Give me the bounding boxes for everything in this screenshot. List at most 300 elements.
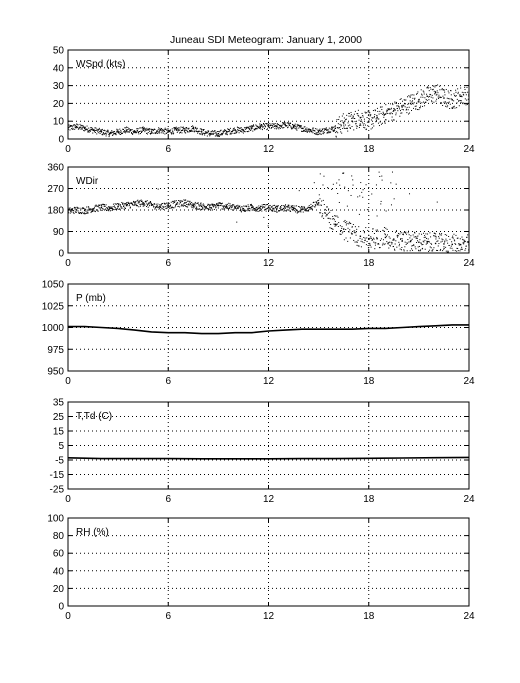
obs-point bbox=[323, 133, 324, 134]
obs-point bbox=[357, 245, 358, 246]
obs-point bbox=[162, 131, 163, 132]
obs-point bbox=[228, 208, 229, 209]
obs-point bbox=[283, 123, 284, 124]
obs-point bbox=[429, 96, 430, 97]
obs-point bbox=[165, 129, 166, 130]
obs-point bbox=[125, 132, 126, 133]
obs-point bbox=[446, 103, 447, 104]
obs-point bbox=[177, 202, 178, 203]
obs-point bbox=[404, 100, 405, 101]
figure-title: Juneau SDI Meteogram: January 1, 2000 bbox=[169, 34, 363, 46]
obs-point bbox=[278, 124, 279, 125]
obs-point bbox=[73, 128, 74, 129]
obs-point bbox=[86, 207, 87, 208]
obs-point bbox=[386, 119, 387, 120]
obs-point bbox=[306, 209, 307, 210]
obs-point bbox=[278, 205, 279, 206]
obs-point bbox=[341, 230, 342, 231]
obs-point bbox=[341, 125, 342, 126]
obs-point bbox=[380, 247, 381, 248]
data-point bbox=[443, 243, 444, 244]
obs-point bbox=[367, 117, 368, 118]
obs-point bbox=[304, 130, 305, 131]
obs-point bbox=[369, 243, 370, 244]
x-tick-label: 24 bbox=[463, 258, 475, 269]
obs-point bbox=[343, 172, 344, 173]
data-point bbox=[251, 128, 252, 129]
obs-point bbox=[336, 225, 337, 226]
obs-point bbox=[213, 206, 214, 207]
obs-point bbox=[230, 203, 231, 204]
y-tick-label: 0 bbox=[58, 248, 64, 260]
obs-point bbox=[365, 238, 366, 239]
obs-point bbox=[456, 251, 457, 252]
obs-point bbox=[356, 241, 357, 242]
obs-point bbox=[230, 206, 231, 207]
obs-point bbox=[349, 113, 350, 114]
obs-point bbox=[91, 211, 92, 212]
obs-point bbox=[292, 128, 293, 129]
obs-point bbox=[128, 203, 129, 204]
obs-point bbox=[435, 85, 436, 86]
obs-point bbox=[183, 128, 184, 129]
obs-point bbox=[400, 249, 401, 250]
obs-point bbox=[366, 237, 367, 238]
obs-point bbox=[466, 246, 467, 247]
obs-point bbox=[395, 103, 396, 104]
obs-point bbox=[375, 245, 376, 246]
obs-point bbox=[358, 110, 359, 111]
obs-point bbox=[138, 203, 139, 204]
obs-point bbox=[394, 250, 395, 251]
obs-point bbox=[364, 119, 365, 120]
obs-point bbox=[382, 106, 383, 107]
y-tick-label: 50 bbox=[52, 45, 64, 57]
x-tick-label: 0 bbox=[65, 144, 71, 155]
obs-point bbox=[210, 209, 211, 210]
obs-point bbox=[106, 204, 107, 205]
obs-point bbox=[328, 129, 329, 130]
obs-point bbox=[421, 89, 422, 90]
obs-point bbox=[71, 211, 72, 212]
obs-point bbox=[276, 126, 277, 127]
x-tick-label: 0 bbox=[65, 258, 71, 269]
obs-point bbox=[316, 203, 317, 204]
obs-point bbox=[400, 113, 401, 114]
data-point bbox=[285, 207, 286, 208]
obs-point bbox=[80, 127, 81, 128]
obs-point bbox=[166, 203, 167, 204]
obs-point bbox=[389, 108, 390, 109]
obs-point bbox=[458, 250, 459, 251]
obs-point bbox=[422, 106, 423, 107]
y-tick-label: 20 bbox=[52, 583, 64, 595]
obs-point bbox=[157, 130, 158, 131]
obs-point bbox=[170, 205, 171, 206]
obs-point bbox=[396, 105, 397, 106]
obs-point bbox=[160, 207, 161, 208]
obs-point bbox=[383, 239, 384, 240]
obs-point bbox=[184, 128, 185, 129]
obs-point bbox=[398, 103, 399, 104]
obs-point bbox=[314, 182, 315, 183]
obs-point bbox=[259, 123, 260, 124]
obs-point bbox=[186, 130, 187, 131]
obs-point bbox=[268, 206, 269, 207]
obs-point bbox=[392, 104, 393, 105]
obs-point bbox=[345, 120, 346, 121]
obs-point bbox=[287, 206, 288, 207]
obs-point bbox=[430, 243, 431, 244]
obs-point bbox=[331, 189, 332, 190]
obs-point bbox=[318, 203, 319, 204]
obs-point bbox=[135, 201, 136, 202]
obs-point bbox=[310, 204, 311, 205]
obs-point bbox=[373, 110, 374, 111]
obs-point bbox=[326, 214, 327, 215]
obs-point bbox=[366, 184, 367, 185]
obs-point bbox=[439, 238, 440, 239]
obs-point bbox=[414, 236, 415, 237]
obs-point bbox=[80, 209, 81, 210]
obs-point bbox=[202, 204, 203, 205]
obs-point bbox=[157, 131, 158, 132]
y-tick-label: 10 bbox=[52, 116, 64, 128]
obs-point bbox=[132, 133, 133, 134]
obs-point bbox=[260, 128, 261, 129]
obs-point bbox=[399, 234, 400, 235]
obs-point bbox=[240, 210, 241, 211]
obs-point bbox=[386, 236, 387, 237]
obs-point bbox=[250, 127, 251, 128]
obs-point bbox=[78, 208, 79, 209]
obs-point bbox=[212, 130, 213, 131]
obs-point bbox=[380, 203, 381, 204]
obs-point bbox=[355, 242, 356, 243]
x-tick-label: 24 bbox=[463, 144, 475, 155]
obs-point bbox=[355, 232, 356, 233]
obs-point bbox=[177, 130, 178, 131]
obs-point bbox=[464, 89, 465, 90]
obs-point bbox=[298, 206, 299, 207]
obs-point bbox=[411, 248, 412, 249]
obs-point bbox=[157, 133, 158, 134]
obs-point bbox=[241, 211, 242, 212]
obs-point bbox=[144, 129, 145, 130]
obs-point bbox=[416, 236, 417, 237]
obs-point bbox=[400, 110, 401, 111]
obs-point bbox=[118, 203, 119, 204]
obs-point bbox=[101, 206, 102, 207]
obs-point bbox=[425, 233, 426, 234]
obs-point bbox=[306, 131, 307, 132]
obs-point bbox=[404, 103, 405, 104]
obs-point bbox=[346, 115, 347, 116]
obs-point bbox=[80, 124, 81, 125]
obs-point bbox=[304, 126, 305, 127]
obs-point bbox=[107, 210, 108, 211]
obs-point bbox=[439, 86, 440, 87]
obs-point bbox=[447, 251, 448, 252]
obs-point bbox=[68, 212, 69, 213]
obs-point bbox=[283, 127, 284, 128]
obs-point bbox=[409, 107, 410, 108]
obs-point bbox=[259, 208, 260, 209]
obs-point bbox=[390, 103, 391, 104]
obs-point bbox=[105, 206, 106, 207]
obs-point bbox=[437, 90, 438, 91]
obs-point bbox=[242, 132, 243, 133]
obs-point bbox=[218, 205, 219, 206]
x-tick-label: 0 bbox=[65, 376, 71, 387]
obs-point bbox=[359, 214, 360, 215]
y-tick-label: 5 bbox=[58, 441, 64, 452]
obs-point bbox=[165, 203, 166, 204]
obs-point bbox=[312, 132, 313, 133]
obs-point bbox=[108, 132, 109, 133]
obs-point bbox=[261, 125, 262, 126]
obs-point bbox=[232, 133, 233, 134]
obs-point bbox=[275, 123, 276, 124]
obs-point bbox=[454, 240, 455, 241]
obs-point bbox=[87, 210, 88, 211]
obs-point bbox=[270, 125, 271, 126]
obs-point bbox=[231, 134, 232, 135]
obs-point bbox=[438, 95, 439, 96]
obs-point bbox=[236, 132, 237, 133]
obs-point bbox=[361, 241, 362, 242]
obs-point bbox=[329, 128, 330, 129]
obs-point bbox=[233, 130, 234, 131]
obs-point bbox=[363, 230, 364, 231]
obs-point bbox=[428, 251, 429, 252]
obs-point bbox=[354, 232, 355, 233]
obs-point bbox=[430, 87, 431, 88]
obs-point bbox=[451, 98, 452, 99]
obs-point bbox=[169, 208, 170, 209]
obs-point bbox=[207, 208, 208, 209]
obs-point bbox=[425, 237, 426, 238]
obs-point bbox=[378, 119, 379, 120]
obs-point bbox=[140, 206, 141, 207]
obs-point bbox=[333, 224, 334, 225]
obs-point bbox=[450, 248, 451, 249]
obs-point bbox=[306, 128, 307, 129]
x-tick-label: 6 bbox=[165, 258, 172, 269]
obs-point bbox=[248, 127, 249, 128]
obs-point bbox=[113, 134, 114, 135]
obs-point bbox=[223, 207, 224, 208]
obs-point bbox=[390, 238, 391, 239]
obs-point bbox=[465, 104, 466, 105]
obs-point bbox=[288, 127, 289, 128]
obs-point bbox=[319, 198, 320, 199]
obs-point bbox=[370, 115, 371, 116]
obs-point bbox=[281, 209, 282, 210]
obs-point bbox=[196, 129, 197, 130]
obs-point bbox=[378, 123, 379, 124]
obs-point bbox=[178, 200, 179, 201]
obs-point bbox=[445, 239, 446, 240]
obs-point bbox=[92, 133, 93, 134]
obs-point bbox=[443, 246, 444, 247]
obs-point bbox=[282, 128, 283, 129]
obs-point bbox=[310, 207, 311, 208]
obs-point bbox=[140, 127, 141, 128]
obs-point bbox=[346, 224, 347, 225]
obs-point bbox=[243, 129, 244, 130]
obs-point bbox=[317, 132, 318, 133]
obs-point bbox=[220, 205, 221, 206]
obs-point bbox=[350, 128, 351, 129]
obs-point bbox=[98, 211, 99, 212]
obs-point bbox=[204, 129, 205, 130]
obs-point bbox=[255, 209, 256, 210]
obs-point bbox=[368, 235, 369, 236]
obs-point bbox=[124, 132, 125, 133]
obs-point bbox=[300, 207, 301, 208]
obs-point bbox=[265, 126, 266, 127]
obs-point bbox=[318, 131, 319, 132]
obs-point bbox=[207, 205, 208, 206]
obs-point bbox=[435, 238, 436, 239]
obs-point bbox=[436, 94, 437, 95]
obs-point bbox=[450, 90, 451, 91]
obs-point bbox=[216, 133, 217, 134]
obs-point bbox=[399, 245, 400, 246]
obs-point bbox=[242, 210, 243, 211]
obs-point bbox=[229, 131, 230, 132]
obs-point bbox=[298, 211, 299, 212]
obs-point bbox=[227, 128, 228, 129]
obs-point bbox=[123, 206, 124, 207]
obs-point bbox=[342, 232, 343, 233]
obs-point bbox=[380, 240, 381, 241]
obs-point bbox=[373, 123, 374, 124]
obs-point bbox=[85, 209, 86, 210]
data-point bbox=[435, 92, 436, 93]
obs-point bbox=[338, 217, 339, 218]
obs-point bbox=[205, 131, 206, 132]
obs-point bbox=[210, 134, 211, 135]
obs-point bbox=[162, 203, 163, 204]
obs-point bbox=[445, 234, 446, 235]
obs-point bbox=[159, 207, 160, 208]
obs-point bbox=[451, 94, 452, 95]
data-point bbox=[285, 124, 286, 125]
obs-point bbox=[330, 218, 331, 219]
obs-point bbox=[379, 111, 380, 112]
obs-point bbox=[372, 118, 373, 119]
obs-point bbox=[446, 89, 447, 90]
obs-point bbox=[95, 127, 96, 128]
obs-point bbox=[129, 128, 130, 129]
obs-point bbox=[290, 211, 291, 212]
obs-point bbox=[412, 250, 413, 251]
obs-point bbox=[381, 124, 382, 125]
obs-point bbox=[346, 238, 347, 239]
obs-point bbox=[174, 201, 175, 202]
obs-point bbox=[317, 134, 318, 135]
obs-point bbox=[364, 127, 365, 128]
obs-point bbox=[265, 209, 266, 210]
obs-point bbox=[102, 204, 103, 205]
obs-point bbox=[144, 131, 145, 132]
obs-point bbox=[364, 232, 365, 233]
obs-point bbox=[176, 200, 177, 201]
obs-point bbox=[174, 128, 175, 129]
obs-point bbox=[157, 204, 158, 205]
obs-point bbox=[296, 127, 297, 128]
obs-point bbox=[200, 134, 201, 135]
obs-point bbox=[413, 108, 414, 109]
obs-point bbox=[452, 250, 453, 251]
obs-point bbox=[418, 101, 419, 102]
obs-point bbox=[194, 130, 195, 131]
obs-point bbox=[391, 243, 392, 244]
y-tick-label: 0 bbox=[58, 134, 64, 146]
obs-point bbox=[429, 90, 430, 91]
obs-point bbox=[359, 195, 360, 196]
obs-point bbox=[173, 133, 174, 134]
obs-point bbox=[294, 128, 295, 129]
obs-point bbox=[410, 250, 411, 251]
obs-point bbox=[347, 223, 348, 224]
x-tick-label: 18 bbox=[363, 494, 375, 505]
obs-point bbox=[273, 209, 274, 210]
obs-point bbox=[121, 206, 122, 207]
obs-point bbox=[336, 183, 337, 184]
obs-point bbox=[147, 204, 148, 205]
obs-point bbox=[430, 89, 431, 90]
obs-point bbox=[414, 99, 415, 100]
obs-point bbox=[367, 125, 368, 126]
obs-point bbox=[447, 243, 448, 244]
obs-point bbox=[94, 208, 95, 209]
obs-point bbox=[416, 238, 417, 239]
obs-point bbox=[343, 113, 344, 114]
obs-point bbox=[97, 206, 98, 207]
obs-point bbox=[182, 129, 183, 130]
obs-point bbox=[357, 113, 358, 114]
obs-point bbox=[119, 129, 120, 130]
obs-point bbox=[433, 89, 434, 90]
obs-point bbox=[345, 124, 346, 125]
obs-point bbox=[181, 132, 182, 133]
obs-point bbox=[419, 246, 420, 247]
obs-point bbox=[195, 203, 196, 204]
obs-point bbox=[387, 229, 388, 230]
obs-point bbox=[454, 106, 455, 107]
obs-point bbox=[347, 128, 348, 129]
obs-point bbox=[139, 204, 140, 205]
obs-point bbox=[196, 131, 197, 132]
obs-point bbox=[235, 206, 236, 207]
obs-point bbox=[76, 127, 77, 128]
obs-point bbox=[163, 133, 164, 134]
data-point bbox=[376, 117, 377, 118]
obs-point bbox=[290, 126, 291, 127]
obs-point bbox=[462, 102, 463, 103]
obs-point bbox=[245, 210, 246, 211]
obs-point bbox=[327, 129, 328, 130]
obs-point bbox=[319, 133, 320, 134]
obs-point bbox=[169, 131, 170, 132]
obs-point bbox=[274, 126, 275, 127]
obs-point bbox=[463, 94, 464, 95]
obs-point bbox=[239, 132, 240, 133]
obs-point bbox=[410, 95, 411, 96]
